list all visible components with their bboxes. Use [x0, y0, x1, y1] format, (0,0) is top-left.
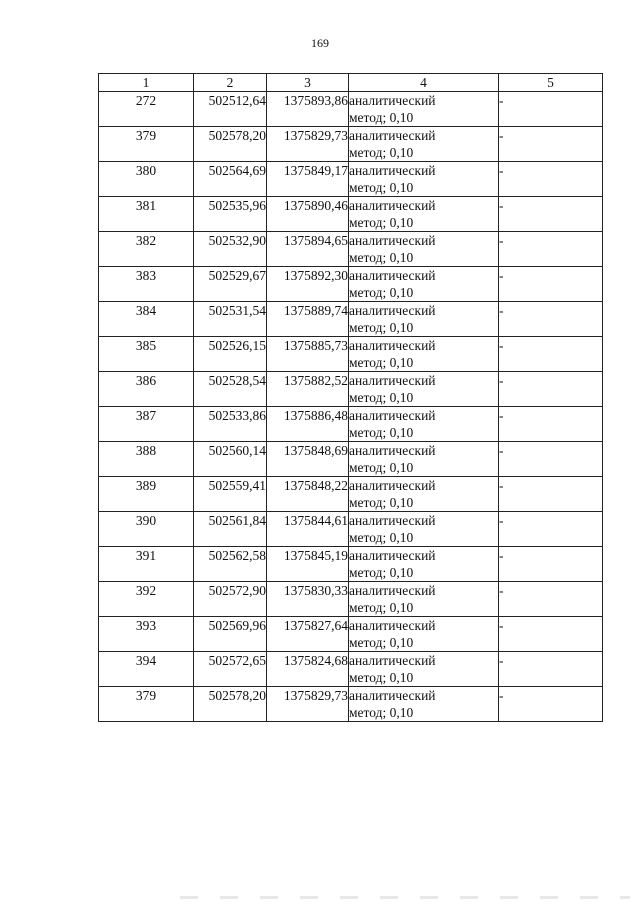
column-header-3: 3 [267, 74, 349, 92]
table-row [99, 127, 603, 162]
method-cell [349, 547, 499, 582]
point-number-cell: 392 [99, 582, 194, 617]
note-cell: - [499, 442, 603, 477]
method-line-2: метод; 0,10 [349, 530, 414, 545]
x-coordinate-cell: 502569,96 [194, 617, 267, 652]
method-line-1: аналитический [349, 548, 436, 563]
note-cell: - [499, 267, 603, 302]
method-line-2: метод; 0,10 [349, 600, 414, 615]
table-header-row [99, 74, 603, 92]
y-coordinate-cell: 1375845,19 [267, 547, 349, 582]
method-cell [349, 267, 499, 302]
table-row [99, 267, 603, 302]
note-cell: - [499, 477, 603, 512]
note-cell: - [499, 512, 603, 547]
method-line-2: метод; 0,10 [349, 285, 414, 300]
note-cell: - [499, 337, 603, 372]
x-coordinate-cell: 502526,15 [194, 337, 267, 372]
note-cell: - [499, 407, 603, 442]
point-number-cell: 389 [99, 477, 194, 512]
table-row [99, 162, 603, 197]
note-cell: - [499, 232, 603, 267]
table-row [99, 582, 603, 617]
y-coordinate-cell: 1375882,52 [267, 372, 349, 407]
y-coordinate-cell: 1375885,73 [267, 337, 349, 372]
y-coordinate-cell: 1375848,69 [267, 442, 349, 477]
method-line-1: аналитический [349, 443, 436, 458]
method-cell [349, 582, 499, 617]
method-line-1: аналитический [349, 128, 436, 143]
x-coordinate-cell: 502578,20 [194, 127, 267, 162]
point-number-cell: 380 [99, 162, 194, 197]
page-number: 169 [311, 36, 329, 50]
scan-artifact [180, 896, 630, 899]
method-cell [349, 512, 499, 547]
method-cell [349, 442, 499, 477]
column-header-2: 2 [194, 74, 267, 92]
method-line-2: метод; 0,10 [349, 320, 414, 335]
point-number-cell: 272 [99, 92, 194, 127]
note-cell: - [499, 372, 603, 407]
table-row [99, 652, 603, 687]
method-line-1: аналитический [349, 303, 436, 318]
method-line-1: аналитический [349, 653, 436, 668]
note-cell: - [499, 617, 603, 652]
note-cell: - [499, 547, 603, 582]
y-coordinate-cell: 1375829,73 [267, 127, 349, 162]
point-number-cell: 379 [99, 687, 194, 722]
table-row [99, 687, 603, 722]
y-coordinate-cell: 1375824,68 [267, 652, 349, 687]
x-coordinate-cell: 502564,69 [194, 162, 267, 197]
method-line-2: метод; 0,10 [349, 390, 414, 405]
method-cell [349, 407, 499, 442]
column-header-1: 1 [99, 74, 194, 92]
method-cell [349, 372, 499, 407]
y-coordinate-cell: 1375844,61 [267, 512, 349, 547]
point-number-cell: 383 [99, 267, 194, 302]
column-header-4: 4 [349, 74, 499, 92]
method-line-2: метод; 0,10 [349, 635, 414, 650]
note-cell: - [499, 302, 603, 337]
y-coordinate-cell: 1375892,30 [267, 267, 349, 302]
point-number-cell: 386 [99, 372, 194, 407]
method-cell [349, 302, 499, 337]
method-cell [349, 92, 499, 127]
table-row [99, 617, 603, 652]
method-cell [349, 687, 499, 722]
point-number-cell: 387 [99, 407, 194, 442]
x-coordinate-cell: 502560,14 [194, 442, 267, 477]
method-line-2: метод; 0,10 [349, 565, 414, 580]
method-cell [349, 477, 499, 512]
point-number-cell: 390 [99, 512, 194, 547]
table-row [99, 512, 603, 547]
method-line-2: метод; 0,10 [349, 495, 414, 510]
method-line-1: аналитический [349, 618, 436, 633]
y-coordinate-cell: 1375848,22 [267, 477, 349, 512]
point-number-cell: 388 [99, 442, 194, 477]
table-row [99, 407, 603, 442]
point-number-cell: 381 [99, 197, 194, 232]
y-coordinate-cell: 1375830,33 [267, 582, 349, 617]
y-coordinate-cell: 1375886,48 [267, 407, 349, 442]
x-coordinate-cell: 502528,54 [194, 372, 267, 407]
method-cell [349, 337, 499, 372]
method-line-2: метод; 0,10 [349, 425, 414, 440]
note-cell: - [499, 197, 603, 232]
method-cell [349, 617, 499, 652]
table-body [99, 92, 603, 722]
x-coordinate-cell: 502529,67 [194, 267, 267, 302]
table-row [99, 337, 603, 372]
method-cell [349, 197, 499, 232]
point-number-cell: 379 [99, 127, 194, 162]
note-cell: - [499, 582, 603, 617]
method-cell [349, 162, 499, 197]
x-coordinate-cell: 502572,65 [194, 652, 267, 687]
method-line-1: аналитический [349, 233, 436, 248]
method-cell [349, 652, 499, 687]
x-coordinate-cell: 502533,86 [194, 407, 267, 442]
table-row [99, 92, 603, 127]
x-coordinate-cell: 502562,58 [194, 547, 267, 582]
method-line-2: метод; 0,10 [349, 705, 414, 720]
table-row [99, 197, 603, 232]
method-line-1: аналитический [349, 373, 436, 388]
column-header-5: 5 [499, 74, 603, 92]
table-row [99, 232, 603, 267]
method-line-1: аналитический [349, 163, 436, 178]
method-line-2: метод; 0,10 [349, 670, 414, 685]
x-coordinate-cell: 502559,41 [194, 477, 267, 512]
table-row [99, 477, 603, 512]
method-line-1: аналитический [349, 93, 436, 108]
point-number-cell: 385 [99, 337, 194, 372]
method-line-1: аналитический [349, 688, 436, 703]
point-number-cell: 391 [99, 547, 194, 582]
y-coordinate-cell: 1375849,17 [267, 162, 349, 197]
x-coordinate-cell: 502578,20 [194, 687, 267, 722]
method-cell [349, 232, 499, 267]
x-coordinate-cell: 502532,90 [194, 232, 267, 267]
point-number-cell: 382 [99, 232, 194, 267]
method-line-1: аналитический [349, 478, 436, 493]
method-line-2: метод; 0,10 [349, 355, 414, 370]
y-coordinate-cell: 1375894,65 [267, 232, 349, 267]
point-number-cell: 394 [99, 652, 194, 687]
x-coordinate-cell: 502531,54 [194, 302, 267, 337]
y-coordinate-cell: 1375827,64 [267, 617, 349, 652]
table-row [99, 547, 603, 582]
note-cell: - [499, 652, 603, 687]
method-line-2: метод; 0,10 [349, 145, 414, 160]
point-number-cell: 384 [99, 302, 194, 337]
point-number-cell: 393 [99, 617, 194, 652]
method-line-1: аналитический [349, 408, 436, 423]
x-coordinate-cell: 502572,90 [194, 582, 267, 617]
note-cell: - [499, 687, 603, 722]
y-coordinate-cell: 1375889,74 [267, 302, 349, 337]
x-coordinate-cell: 502512,64 [194, 92, 267, 127]
x-coordinate-cell: 502561,84 [194, 512, 267, 547]
method-line-2: метод; 0,10 [349, 110, 414, 125]
x-coordinate-cell: 502535,96 [194, 197, 267, 232]
method-line-1: аналитический [349, 198, 436, 213]
table-row [99, 442, 603, 477]
method-line-1: аналитический [349, 513, 436, 528]
note-cell: - [499, 162, 603, 197]
y-coordinate-cell: 1375829,73 [267, 687, 349, 722]
note-cell: - [499, 92, 603, 127]
method-line-2: метод; 0,10 [349, 250, 414, 265]
method-line-1: аналитический [349, 583, 436, 598]
method-line-1: аналитический [349, 338, 436, 353]
y-coordinate-cell: 1375893,86 [267, 92, 349, 127]
method-line-2: метод; 0,10 [349, 460, 414, 475]
method-cell [349, 127, 499, 162]
method-line-1: аналитический [349, 268, 436, 283]
method-line-2: метод; 0,10 [349, 215, 414, 230]
note-cell: - [499, 127, 603, 162]
method-line-2: метод; 0,10 [349, 180, 414, 195]
coordinates-table [98, 73, 603, 722]
table-row [99, 372, 603, 407]
table-row [99, 302, 603, 337]
y-coordinate-cell: 1375890,46 [267, 197, 349, 232]
